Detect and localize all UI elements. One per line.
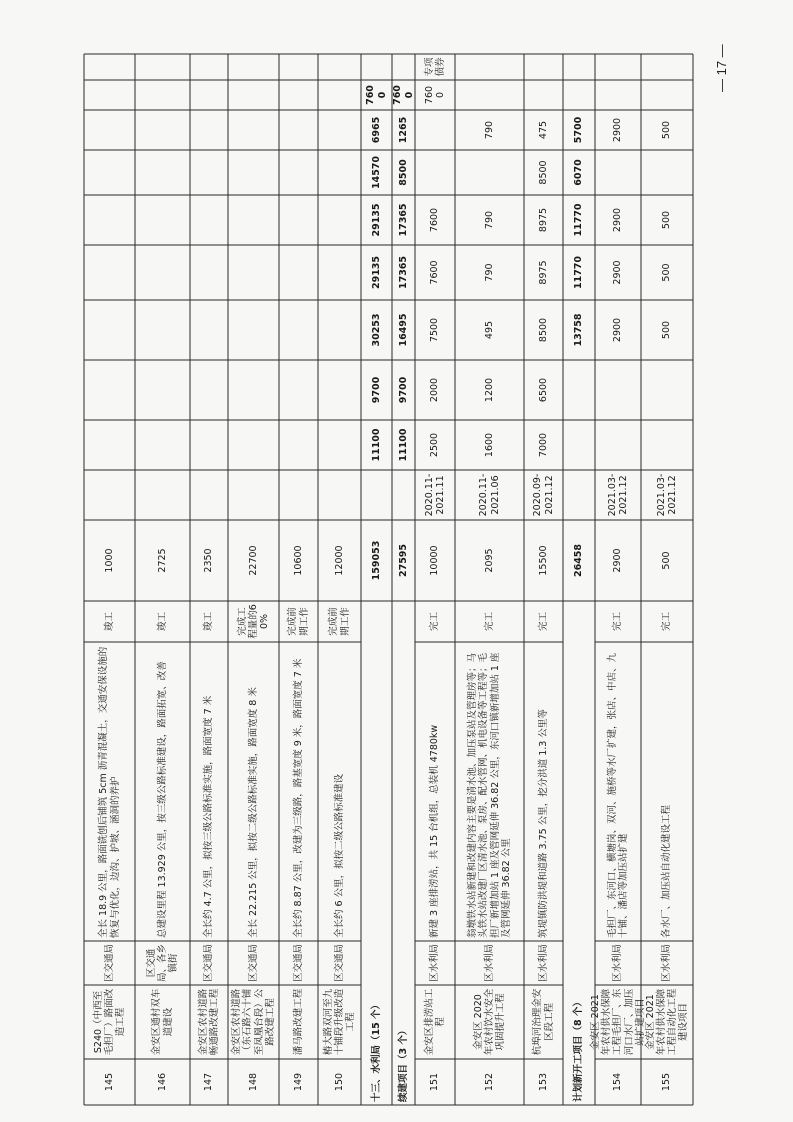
cell-v3: 495 bbox=[483, 320, 495, 340]
cell-unit: 区交通局 bbox=[103, 943, 115, 982]
section-title: 续建项目（3 个） bbox=[397, 1025, 409, 1102]
cell-no: 152 bbox=[483, 1072, 495, 1092]
section-title: 十三、水利局（15 个） bbox=[370, 999, 382, 1102]
cell-content: 总建设里程 13.929 公里，按三级公路标准建设，路面拓宽、改善 bbox=[156, 661, 168, 938]
cell-content: 各水厂、加压站自动化建设工程 bbox=[661, 804, 673, 938]
cell-total: 2900 bbox=[612, 548, 624, 573]
cell-content: 毛担厂、东河口、横塘岗、双河、施桥等水厂扩建，张店、中店、九十铺、潘店等加压站扩建 bbox=[606, 652, 629, 938]
cell-unit: 区水利局 bbox=[483, 943, 495, 982]
cell-v1: 7000 bbox=[537, 432, 549, 458]
cell-name: S240（中西至毛担厂）路面改造工程 bbox=[92, 988, 127, 1056]
cell-v7: 475 bbox=[537, 120, 549, 140]
cell-no: 150 bbox=[333, 1072, 345, 1092]
cell-total: 2725 bbox=[156, 548, 168, 573]
cell-v5: 29135 bbox=[370, 203, 382, 237]
cell-total: 10000 bbox=[429, 545, 441, 576]
cell-name: 金安区排涝站工程 bbox=[423, 988, 446, 1056]
cell-v5: 2900 bbox=[612, 207, 624, 233]
cell-v1: 1600 bbox=[483, 432, 495, 458]
cell-unit: 区水利局 bbox=[429, 943, 441, 982]
cell-v7: 6965 bbox=[370, 116, 382, 144]
cell-name: 金安区 2021 年农村供水保障工程自动化工程建设项目 bbox=[644, 988, 690, 1056]
cell-progress: 竣工 bbox=[103, 612, 115, 632]
cell-v3: 30253 bbox=[370, 313, 382, 347]
cell-v2: 9700 bbox=[370, 376, 382, 404]
cell-no: 153 bbox=[537, 1072, 549, 1092]
cell-v5: 7600 bbox=[429, 207, 441, 233]
cell-unit: 区交通局 bbox=[203, 943, 215, 982]
cell-v7: 1265 bbox=[397, 116, 409, 144]
cell-unit: 区水利局 bbox=[661, 943, 673, 982]
cell-no: 149 bbox=[292, 1072, 304, 1092]
cell-v5: 790 bbox=[483, 210, 495, 230]
cell-unit: 区交通局、各乡镇街 bbox=[145, 943, 180, 982]
cell-progress: 完工 bbox=[537, 612, 549, 632]
cell-v3: 13758 bbox=[573, 313, 585, 347]
cell-total: 2095 bbox=[483, 548, 495, 573]
cell-no: 145 bbox=[103, 1072, 115, 1092]
cell-no: 155 bbox=[661, 1072, 673, 1092]
cell-progress: 竣工 bbox=[203, 612, 215, 632]
cell-progress: 完工 bbox=[661, 612, 673, 632]
cell-period: 2020.09-2021.12 bbox=[532, 473, 555, 517]
cell-unit: 区水利局 bbox=[612, 943, 624, 982]
cell-v6: 14570 bbox=[370, 155, 382, 190]
cell-progress: 完工 bbox=[612, 612, 624, 632]
cell-content: 翁墩铁水站新建和改建内容主要是清水池、加压泵站及管理房等；马头铁水站改建厂区清水池、泵房、配水管网、机电设备等工程等；毛担厂新增加站 1 座及管网延伸 36.82 公里，东河口镇新增加站 1 座及管网延伸 36.82 公里 bbox=[467, 652, 512, 938]
cell-v4: 500 bbox=[661, 263, 673, 282]
cell-v3: 2900 bbox=[612, 317, 624, 343]
cell-v8: 7600 bbox=[365, 85, 388, 105]
cell-total: 26458 bbox=[573, 543, 585, 578]
cell-v5: 11770 bbox=[573, 203, 585, 237]
cell-v2: 1200 bbox=[483, 377, 495, 403]
cell-content: 全长 22.215 公里，拟按二级公路标准实施，路面宽度 8 米 bbox=[247, 687, 259, 938]
cell-no: 148 bbox=[247, 1072, 259, 1092]
cell-total: 12000 bbox=[333, 545, 345, 576]
cell-unit: 区交通局 bbox=[247, 943, 259, 982]
cell-v8: 7600 bbox=[423, 85, 446, 105]
cell-period: 2021.03-2021.12 bbox=[606, 473, 629, 517]
cell-v1: 11100 bbox=[370, 428, 382, 462]
cell-total: 500 bbox=[661, 551, 673, 570]
cell-total: 2350 bbox=[203, 548, 215, 573]
cell-no: 146 bbox=[156, 1072, 168, 1092]
cell-v3: 7500 bbox=[429, 317, 441, 343]
section-title: 计划新开工项目（8 个） bbox=[573, 997, 585, 1102]
cell-total: 22700 bbox=[247, 545, 259, 576]
cell-progress: 完成工程量的60% bbox=[236, 604, 271, 639]
cell-v3: 16495 bbox=[397, 313, 409, 347]
cell-progress: 完成前期工作 bbox=[328, 607, 351, 636]
cell-total: 27595 bbox=[397, 543, 409, 578]
cell-period: 2021.03-2021.12 bbox=[655, 473, 678, 517]
cell-content: 全长约 8.87 公里，改建为三级路，路基宽度 9 米，路面宽度 7 米 bbox=[292, 658, 304, 938]
cell-unit: 区水利局 bbox=[537, 943, 549, 982]
cell-v2: 6500 bbox=[537, 377, 549, 403]
cell-no: 151 bbox=[429, 1072, 441, 1092]
cell-v7: 2900 bbox=[612, 117, 624, 143]
cell-v1: 11100 bbox=[397, 428, 409, 462]
cell-content: 全长约 4.7 公里，拟按三级公路标准实施，路面宽度 7 米 bbox=[203, 695, 215, 938]
cell-name: 金安区 2021 年农村供水保障工程毛担厂、东河口水厂、加压站扩建项目 bbox=[590, 988, 646, 1056]
cell-v4: 8975 bbox=[537, 260, 549, 285]
cell-v7: 500 bbox=[661, 120, 673, 140]
cell-total: 10600 bbox=[292, 545, 304, 576]
cell-v4: 29135 bbox=[370, 255, 382, 290]
cell-name: 金安区农村道路（东石路六十铺至凤凰台段）公路改建工程 bbox=[231, 988, 276, 1056]
cell-name: 椿大路双河至九十铺段升级改造工程 bbox=[322, 988, 357, 1056]
cell-no: 147 bbox=[203, 1072, 215, 1092]
cell-progress: 完工 bbox=[429, 612, 441, 632]
cell-name: 金安区农村道路畅通路改建工程 bbox=[197, 988, 220, 1056]
cell-progress: 完工 bbox=[483, 612, 495, 632]
cell-v7: 790 bbox=[483, 120, 495, 140]
cell-v3: 500 bbox=[661, 320, 673, 340]
cell-v5: 17365 bbox=[397, 203, 409, 237]
cell-v4: 790 bbox=[483, 263, 495, 282]
cell-v5: 8975 bbox=[537, 207, 549, 233]
cell-no: 154 bbox=[612, 1072, 624, 1092]
cell-v7: 5700 bbox=[573, 116, 585, 144]
page-number: — 17 — bbox=[714, 44, 729, 92]
cell-v6: 8500 bbox=[537, 160, 549, 185]
cell-progress: 完成前期工作 bbox=[287, 607, 310, 636]
cell-v5: 500 bbox=[661, 210, 673, 230]
cell-name: 潘马路改建工程 bbox=[292, 988, 304, 1056]
cell-v4: 2900 bbox=[612, 260, 624, 285]
cell-v6: 8500 bbox=[397, 159, 409, 186]
cell-content: 全长 18.9 公里，路面铣刨后铺筑 5cm 沥青混凝土，交通安保设施的恢复与优化，边沟、护坡、涵洞的养护 bbox=[98, 646, 121, 938]
cell-v6: 6070 bbox=[573, 159, 585, 186]
cell-period: 2020.11-2021.06 bbox=[478, 473, 501, 517]
cell-total: 15500 bbox=[537, 545, 549, 576]
cell-name: 金安区通村双车道建设 bbox=[151, 988, 174, 1056]
cell-content: 筑堤镇防洪堤和道路 3.75 公里，挖分洪道 1.3 公里等 bbox=[537, 709, 549, 938]
cell-v2: 9700 bbox=[397, 376, 409, 404]
cell-v4: 11770 bbox=[573, 255, 585, 290]
cell-name: 杭埠河治理金安区段工程 bbox=[532, 988, 555, 1056]
cell-total: 159053 bbox=[370, 540, 382, 581]
cell-v2: 2000 bbox=[429, 377, 441, 403]
cell-unit: 区交通局 bbox=[333, 943, 345, 982]
cell-content: 新建 3 座排涝站，共 15 台机组，总装机 4780kw bbox=[429, 724, 441, 938]
cell-content: 全长约 6 公里，拟按二级公路标准建设 bbox=[333, 773, 345, 938]
cell-total: 1000 bbox=[103, 548, 115, 573]
cell-v8: 7600 bbox=[392, 85, 415, 105]
cell-period: 2020.11-2021.11 bbox=[423, 473, 446, 517]
cell-remark: 专项债券 bbox=[423, 57, 446, 77]
cell-v4: 17365 bbox=[397, 255, 409, 290]
cell-name: 金安区 2020 年农村饮水安全巩固提升工程 bbox=[472, 988, 507, 1056]
cell-v3: 8500 bbox=[537, 317, 549, 343]
cell-unit: 区交通局 bbox=[292, 943, 304, 982]
cell-progress: 竣工 bbox=[156, 612, 168, 632]
cell-v1: 2500 bbox=[429, 432, 441, 458]
cell-v4: 7600 bbox=[429, 260, 441, 285]
